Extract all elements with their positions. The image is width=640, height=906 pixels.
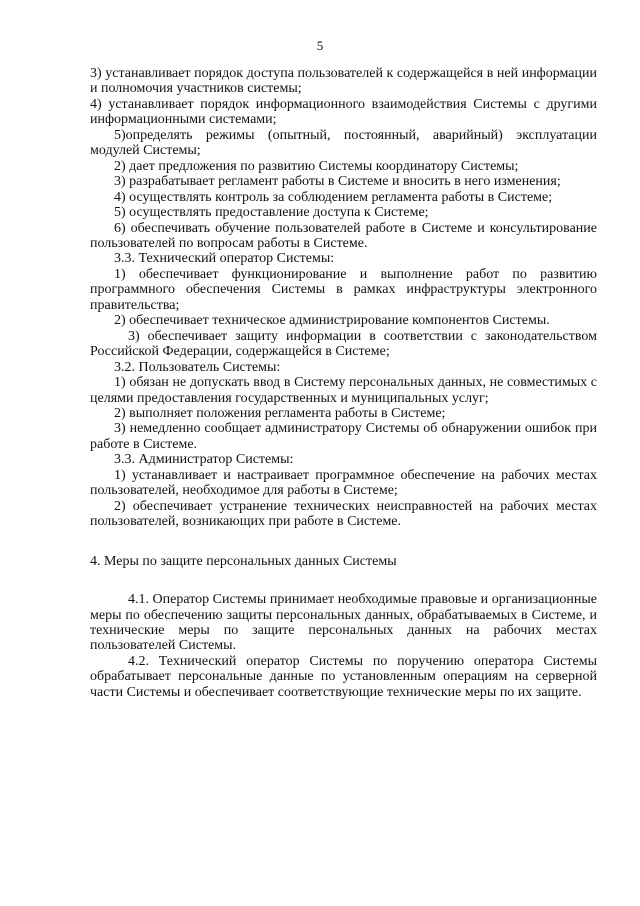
paragraph-2-fix-faults: 2) обеспечивает устранение технических неисправностей на рабочих местах пользователей, возникающих при работе в Системе. — [90, 498, 597, 530]
paragraph-2-administration: 2) обеспечивает техническое администрирование компонентов Системы. — [114, 313, 550, 329]
paragraph-4-control: 4) осуществлять контроль за соблюдением регламента работы в Системе; — [114, 189, 553, 205]
paragraph-5-modes: 5)определять режимы (опытный, постоянный, аварийный) эксплуатации модулей Системы; — [90, 127, 597, 159]
section-4-heading: 4. Меры по защите персональных данных Системы — [90, 553, 397, 569]
paragraph-1-functioning: 1) обеспечивает функционирование и выполнение работ по развитию программного обеспечения Системы в рамках инфраструктуры электронного правительства; — [90, 266, 597, 313]
paragraph-1-install-software: 1) устанавливает и настраивает программное обеспечение на рабочих местах пользователей, необходимое для работы в Системе; — [90, 467, 597, 499]
page-number: 5 — [316, 38, 324, 53]
clause-3-2-user: 3.2. Пользователь Системы: — [114, 359, 281, 375]
paragraph-3-regulations: 3) разрабатывает регламент работы в Системе и вносить в него изменения; — [114, 174, 561, 190]
document-body — [90, 66, 597, 700]
paragraph-4-interaction-order: 4) устанавливает порядок информационного взаимодействия Системы с другими информационными системами; — [90, 96, 597, 128]
clause-3-3-technical-operator: 3.3. Технический оператор Системы: — [114, 251, 335, 267]
clause-4-2: 4.2. Технический оператор Системы по поручению оператора Системы обрабатывает персональные данные по установленным операциям на серверной части Системы и обеспечивает соответствующие технические меры по их защите. — [90, 653, 597, 700]
paragraph-5-access-granting: 5) осуществлять предоставление доступа к Системе; — [114, 205, 429, 221]
paragraph-1-no-personal-data: 1) обязан не допускать ввод в Систему персональных данных, не совместимых с целями предоставления государственных и муниципальных услуг; — [90, 375, 597, 406]
paragraph-2-follow-regulations: 2) выполняет положения регламента работы в Системе; — [114, 405, 446, 421]
clause-4-1: 4.1. Оператор Системы принимает необходимые правовые и организационные меры по обеспечению защиты персональных данных, обрабатываемых в Системе, и технические меры по защите персональных данных на рабочих местах пользователей Системы. — [90, 592, 597, 654]
paragraph-3-protection: 3) обеспечивает защиту информации в соответствии с законодательством Российской Федерации, содержащейся в Системе; — [90, 328, 597, 360]
clause-3-3-administrator: 3.3. Администратор Системы: — [114, 452, 294, 468]
paragraph-2-proposals: 2) дает предложения по развитию Системы координатору Системы; — [114, 158, 519, 174]
paragraph-3-report-errors: 3) немедленно сообщает администратору Системы об обнаружении ошибок при работе в Системе. — [90, 421, 597, 452]
paragraph-6-training: 6) обеспечивать обучение пользователей работе в Системе и консультирование пользователей по вопросам работы в Системе. — [90, 220, 597, 251]
paragraph-3-access-order: 3) устанавливает порядок доступа пользователей к содержащейся в ней информации и полномочия участников системы; — [90, 66, 597, 97]
